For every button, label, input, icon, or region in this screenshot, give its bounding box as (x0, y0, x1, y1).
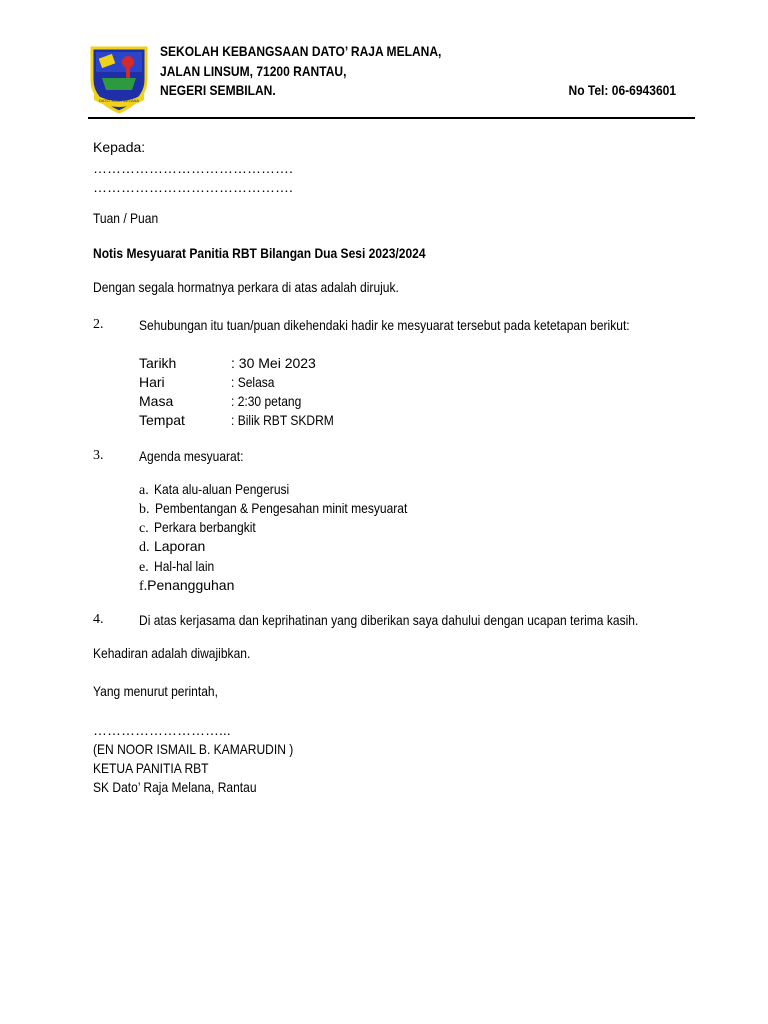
recipient-line-1: ……………………………………. (93, 160, 293, 176)
signatory-title: KETUA PANITIA RBT (93, 760, 209, 776)
salutation: Tuan / Puan (93, 210, 159, 226)
school-crest-logo (88, 42, 150, 114)
agenda-item: d. Laporan (139, 538, 206, 555)
signatory-school: SK Dato’ Raja Melana, Rantau (93, 779, 257, 795)
closing-line: Yang menurut perintah, (93, 683, 218, 699)
schedule-label-time: Masa (139, 393, 174, 409)
header-divider (88, 117, 695, 119)
schedule-label-day: Hari (139, 374, 165, 390)
signature-dots: ………………………... (93, 722, 231, 738)
agenda-item: b. Pembentangan & Pengesahan minit mesyuarat (139, 500, 408, 517)
svg-text:DATO' RAJA MELANA: DATO' RAJA MELANA (98, 98, 140, 103)
paragraph-2-number: 2. (93, 317, 104, 332)
signatory-name: (EN NOOR ISMAIL B. KAMARUDIN ) (93, 741, 294, 757)
schedule-label-place: Tempat (139, 412, 185, 428)
schedule-value-date: : 30 Mei 2023 (231, 355, 316, 371)
schedule-value-time: : 2:30 petang (231, 393, 302, 409)
to-label: Kepada: (93, 139, 146, 155)
agenda-item: a. Kata alu-aluan Pengerusi (139, 481, 290, 498)
schedule-value-place: : Bilik RBT SKDRM (231, 412, 334, 428)
agenda-item: c. Perkara berbangkit (139, 519, 256, 536)
paragraph-3-number: 3. (93, 448, 104, 463)
paragraph-2-text: Sehubungan itu tuan/puan dikehendaki hadir ke mesyuarat tersebut pada ketetapan berikut: (139, 317, 630, 333)
paragraph-4-text: Di atas kerjasama dan keprihatinan yang diberikan saya dahului dengan ucapan terima kasih. (139, 612, 639, 628)
schedule-value-day: : Selasa (231, 374, 275, 390)
agenda-item: f.Penangguhan (139, 577, 235, 594)
recipient-line-2: ……………………………………. (93, 179, 293, 195)
school-state: NEGERI SEMBILAN. (160, 82, 276, 98)
attendance-note: Kehadiran adalah diwajibkan. (93, 645, 251, 661)
opening-line: Dengan segala hormatnya perkara di atas adalah dirujuk. (93, 279, 399, 295)
agenda-item: e. Hal-hal lain (139, 558, 215, 575)
school-name: SEKOLAH KEBANGSAAN DATO’ RAJA MELANA, (160, 43, 442, 59)
school-address: JALAN LINSUM, 71200 RANTAU, (160, 63, 347, 79)
subject-heading: Notis Mesyuarat Panitia RBT Bilangan Dua Sesi 2023/2024 (93, 245, 426, 261)
paragraph-4-number: 4. (93, 612, 104, 627)
schedule-label-date: Tarikh (139, 355, 177, 371)
paragraph-3-text: Agenda mesyuarat: (139, 448, 244, 464)
phone-number: No Tel: 06-6943601 (568, 82, 676, 98)
